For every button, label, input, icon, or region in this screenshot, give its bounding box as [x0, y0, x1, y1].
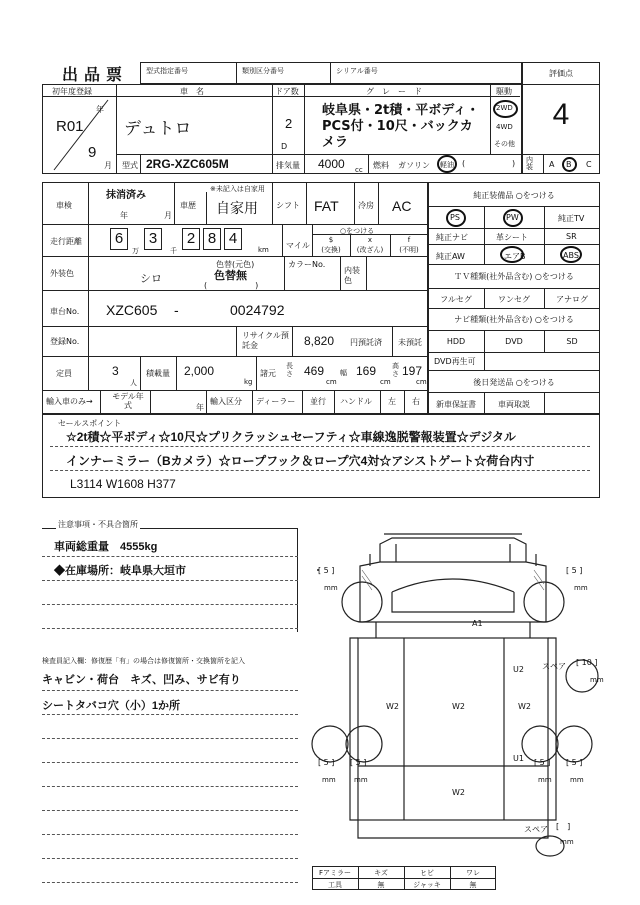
extra-title: 後日発送品 ○をつける	[473, 378, 555, 387]
notes-label: 注意事項・不具合箇所	[58, 520, 138, 529]
mileage-label: 走行距離	[50, 237, 82, 246]
category-number-label: 類別区分番号	[242, 67, 284, 75]
inspector-line-1: キャビン・荷台 キズ、凹み、サビ有り	[42, 674, 241, 686]
model-label: 型式	[122, 161, 138, 170]
equip-aw: 純正AW	[436, 252, 465, 261]
inspection-value: 抹消済み	[106, 190, 146, 201]
load-value: 2,000	[184, 364, 215, 378]
mileage-sen: 千	[170, 247, 177, 255]
tire-depth-fr-unit: mm	[574, 584, 588, 592]
meter-f-note: (不明)	[399, 246, 419, 254]
meter-x: x	[367, 236, 373, 244]
recycle-value: 8,820	[304, 334, 335, 348]
tv-analog: アナログ	[556, 295, 588, 304]
repaint-paren: ( )	[204, 281, 259, 290]
equip-navi: 純正ナビ	[436, 233, 468, 242]
equip-abs: ABS	[563, 251, 579, 260]
dvd-play: DVD再生可	[434, 357, 476, 366]
drive-4wd: 4WD	[496, 123, 513, 131]
recycle-not: 未預託	[398, 338, 422, 347]
sales-label: セールスポイント	[58, 419, 122, 428]
cooling-value: AC	[392, 198, 412, 214]
equip-leather: 革シート	[496, 233, 528, 242]
exterior-label: 外装色	[50, 269, 74, 278]
drive-other: その他	[494, 140, 515, 148]
month-mark: 月	[104, 161, 112, 170]
truck-diagram	[300, 526, 610, 866]
serial-number-label: シリアル番号	[336, 67, 378, 75]
first-registration-label: 初年度登録	[52, 87, 92, 96]
car-name-label: 車 名	[180, 87, 204, 96]
chassis-dash: -	[174, 302, 179, 318]
repaint-value: 色替無	[214, 270, 247, 282]
repaint-label: 色替(元色)	[216, 260, 255, 269]
tire-depth-fr: [ 5 ]	[566, 566, 583, 575]
equip-sr: SR	[566, 232, 577, 241]
shift-value: FAT	[314, 198, 339, 214]
fuel-diesel: 軽油	[440, 161, 454, 169]
mileage-digit-4: 8	[207, 230, 217, 247]
color-no-label: カラーNo.	[288, 260, 326, 269]
header-info-row	[140, 62, 522, 84]
car-name: デュトロ	[124, 119, 192, 138]
inspection-label: 車検	[56, 201, 72, 210]
mileage-digit-3: 2	[186, 230, 196, 247]
capacity-label: 定員	[56, 369, 72, 378]
mileage-digit-2: 3	[148, 230, 158, 247]
meter-s-note: (交換)	[321, 246, 341, 254]
notes-line-2: ◆在庫場所：岐阜県大垣市	[54, 565, 186, 577]
shift-label: シフト	[276, 201, 300, 210]
width-value: 169	[356, 364, 377, 378]
navi-hdd: HDD	[446, 337, 466, 346]
diagram-a1: A1	[472, 619, 483, 628]
tire-depth-rl1-unit: mm	[322, 776, 336, 784]
height-unit: cm	[416, 378, 427, 386]
legend-header-3: ヒビ	[420, 869, 434, 877]
history-value: 自家用	[216, 200, 258, 216]
score-label: 評価点	[549, 69, 573, 78]
length-label: 長さ	[286, 362, 293, 378]
width-label: 幅	[340, 369, 347, 377]
legend-header-2: キズ	[374, 869, 388, 877]
fuel-paren-close: )	[512, 159, 516, 168]
tire-depth-fl: [ 5 ]	[318, 566, 335, 575]
tire-depth-rl1: [ 5 ]	[318, 758, 335, 767]
mileage-man: 万	[132, 247, 139, 255]
tire-depth-rr1-unit: mm	[538, 776, 552, 784]
chassis-number: 0024792	[230, 302, 285, 318]
legend-value-3: ジャッキ	[413, 881, 441, 889]
inspector-label: 検査員記入欄：修復歴「有」の場合は修復箇所・交換箇所を記入	[42, 657, 245, 665]
mile-label: マイル	[286, 241, 310, 250]
history-label: 車歴	[180, 201, 196, 210]
width-unit: cm	[380, 378, 391, 386]
displacement-label: 排気量	[276, 161, 300, 170]
length-unit: cm	[326, 378, 337, 386]
year-mark: 年	[96, 105, 104, 114]
diagram-w2-c: W2	[518, 702, 531, 711]
grade-value: 岐阜県・2t積・平ボディ・PCS付・10尺・バックカメラ	[322, 103, 480, 150]
equip-tv: 純正TV	[558, 214, 585, 223]
form-title: 出品票	[62, 67, 129, 84]
equip-airbag: エアB	[504, 252, 526, 261]
height-label: 高さ	[392, 362, 399, 378]
legend-header-1: Fアミラー	[318, 869, 352, 877]
load-label: 積載量	[146, 369, 170, 378]
diagram-w2-b: W2	[452, 702, 465, 711]
history-note: ※未記入は自家用	[210, 185, 265, 193]
diagram-u2: U2	[513, 665, 524, 674]
capacity-value: 3	[112, 364, 119, 378]
fuel-gasoline: ガソリン	[398, 161, 430, 170]
equip-ps: PS	[450, 213, 460, 222]
diagram-w2-d: W2	[452, 788, 465, 797]
inspection-year: 年	[120, 211, 128, 220]
tire-depth-rl2: [ 5 ]	[350, 758, 367, 767]
model-designation-label: 型式指定番号	[146, 67, 188, 75]
grade-label: グ レ ー ド	[366, 87, 422, 96]
capacity-unit: 人	[130, 379, 137, 387]
load-unit: kg	[244, 378, 253, 386]
legend-value-2: 無	[377, 881, 385, 889]
mileage-digit-1: 6	[114, 230, 124, 247]
reg-year: R01	[56, 118, 84, 135]
spare-top-value: [ 10 ]	[576, 658, 598, 667]
tire-depth-rr1: [ 5 ]	[534, 758, 551, 767]
interior-color-label: 内装色	[344, 266, 360, 285]
interior-grade-a: A	[549, 160, 555, 169]
cooling-label: 冷房	[358, 201, 374, 210]
equipment-title: 純正装備品 ○をつける	[473, 191, 555, 200]
extra-warranty: 新車保証書	[436, 400, 476, 409]
handle-label: ハンドル	[340, 397, 372, 406]
import-type-label: 輸入区分	[210, 397, 242, 406]
cc-unit: cc	[355, 166, 363, 174]
model-value: 2RG-XZC605M	[146, 157, 229, 171]
navi-type-title: ナビ種類(社外品含む) ○をつける	[454, 315, 574, 324]
import-dealer: ディーラー	[256, 397, 296, 406]
meter-x-note: (改ざん)	[356, 246, 384, 254]
legend-value-4: 無	[469, 881, 477, 889]
interior-grade-c: C	[586, 160, 592, 169]
recycle-deposit: 円預託済	[350, 338, 382, 347]
fuel-paren-open: (	[462, 159, 466, 168]
handle-right: 右	[412, 397, 420, 406]
displacement-value: 4000	[318, 157, 345, 171]
reg-no-label: 登録No.	[50, 337, 80, 346]
doors-suffix: D	[281, 142, 288, 151]
interior-label: 内装	[526, 156, 533, 171]
length-value: 469	[304, 364, 325, 378]
drive-2wd: 2WD	[496, 104, 513, 112]
model-year-unit: 年	[196, 403, 204, 412]
navi-sd: SD	[566, 337, 578, 346]
sales-line-2: インナーミラー（Bカメラ）☆ロープフック＆ロープ穴4対☆アシストゲート☆荷台内寸	[66, 454, 535, 468]
mileage-digit-5: 4	[228, 230, 238, 247]
tire-depth-fl-unit: mm	[324, 584, 338, 592]
score-value: 4	[552, 98, 570, 131]
tv-type-title: ＴＶ種類(社外品含む) ○をつける	[454, 272, 574, 281]
spare-bottom-unit: mm	[560, 838, 574, 846]
inspection-month: 月	[164, 211, 172, 220]
tv-oneseg: ワンセグ	[498, 295, 530, 304]
mileage-km: km	[258, 246, 269, 254]
model-year-label: モデル年式	[112, 392, 144, 410]
legend-header-4: ワレ	[466, 869, 480, 877]
interior-grade-b: B	[566, 160, 572, 169]
height-value: 197	[402, 364, 423, 378]
meter-s: $	[328, 236, 334, 244]
doors-label: ドア数	[275, 87, 299, 96]
recycle-label: リサイクル預託金	[242, 331, 289, 350]
meter-f: f	[407, 236, 411, 244]
navi-dvd: DVD	[505, 337, 523, 346]
import-parallel: 並行	[310, 397, 326, 406]
meter-circle-note: ○をつける	[340, 227, 375, 235]
drive-label: 駆動	[496, 87, 512, 96]
tire-depth-rr2: [ 5 ]	[566, 758, 583, 767]
extra-manual: 車両取説	[498, 400, 530, 409]
tire-depth-rl2-unit: mm	[354, 776, 368, 784]
diagram-w2-a: W2	[386, 702, 399, 711]
tv-fullseg: フルセグ	[440, 295, 472, 304]
sales-line-1: ☆2t積☆平ボディ☆10尺☆プリクラッシュセーフティ☆車線逸脱警報装置☆デジタル	[66, 430, 516, 444]
handle-left: 左	[388, 397, 396, 406]
import-label: 輸入車のみ→	[46, 397, 93, 406]
reg-month: 9	[88, 144, 97, 161]
exterior-value: シロ	[140, 273, 162, 285]
fuel-label: 燃料	[373, 161, 389, 170]
chassis-prefix: XZC605	[106, 302, 158, 318]
spare-bottom-label: スペア	[524, 825, 548, 834]
spare-top-unit: mm	[590, 676, 604, 684]
inspector-line-2: シートタバコ穴（小）1か所	[42, 700, 181, 712]
legend-value-1: 工具	[328, 881, 342, 889]
diagram-u1: U1	[513, 754, 524, 763]
spare-top-label: スペア	[542, 662, 566, 671]
sales-line-3: L3114 W1608 H377	[70, 477, 176, 491]
spare-bottom-bracket: [ ]	[556, 822, 571, 831]
chassis-label: 車台No.	[50, 307, 80, 316]
tire-depth-rr2-unit: mm	[570, 776, 584, 784]
doors-value: 2	[285, 116, 293, 131]
specs-label: 諸元	[260, 369, 276, 378]
notes-line-1: 車両総重量 4555kg	[54, 541, 158, 553]
equip-pw: PW	[506, 213, 519, 222]
